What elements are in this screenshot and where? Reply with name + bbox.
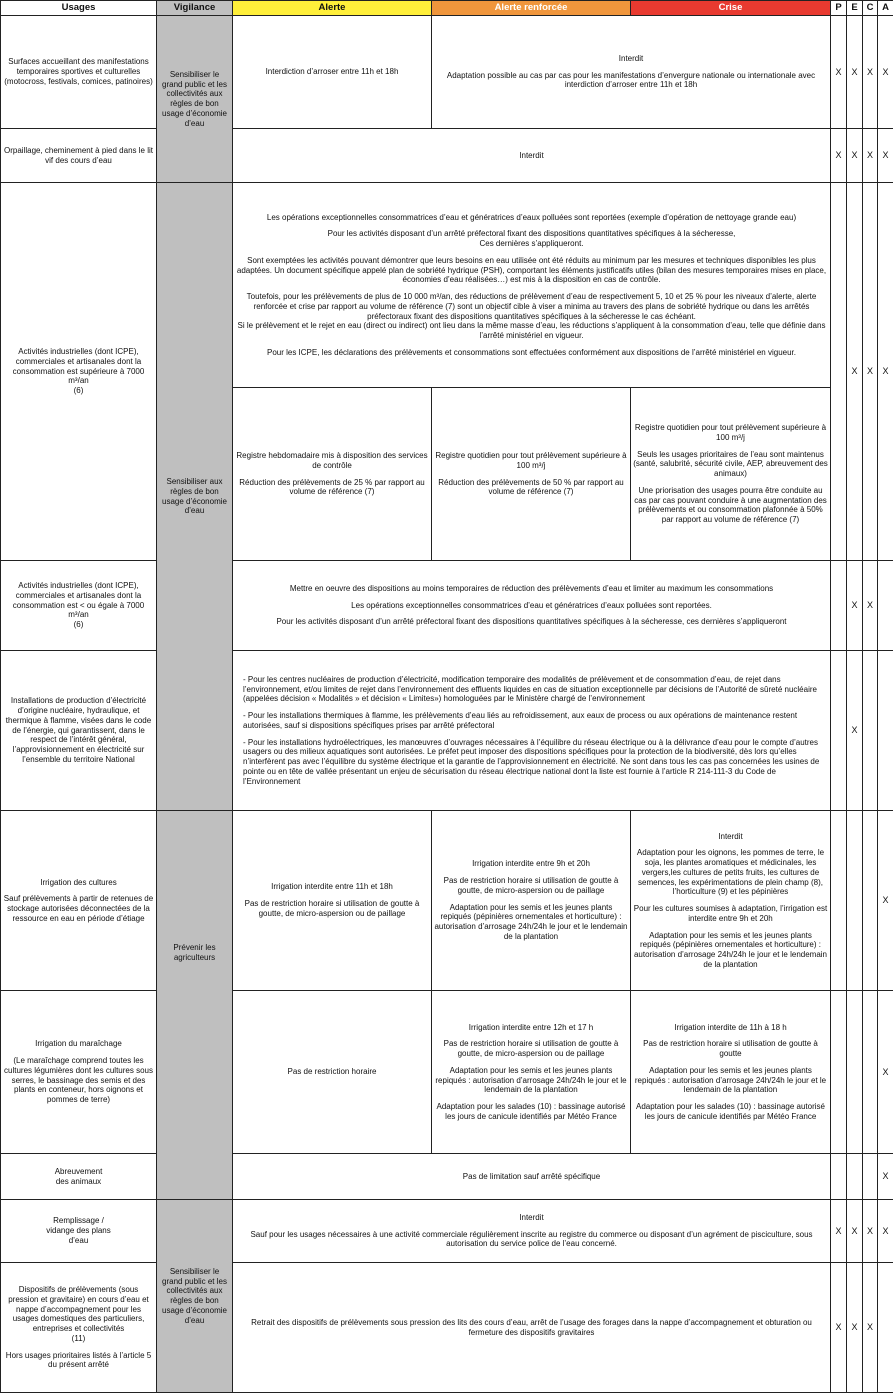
mark-c: X (863, 129, 878, 183)
cell-text: Réduction des prélèvements de 25 % par rapport au volume de référence (7) (239, 477, 425, 497)
table-row (1, 16, 893, 129)
cell-text: Pas de restriction horaire si utilisation de goutte à goutte, de micro-aspersion ou de paillage (244, 899, 420, 918)
usage-cell: Abreuvement des animaux (1, 1154, 157, 1200)
cell-text: - Pour les installations thermiques à flamme, les prélèvements d’eau liés au refroidissement, aux eaux de process ou aux opérations de maintenance restent autorisées, sauf si dispositions spécifiques prises par arrêté préfectoral (243, 711, 798, 730)
cell-text: Pour les ICPE, les déclarations des prélèvements et consommations sont effectuées conformément aux dispositions de l’arrêté ministériel en vigueur. (266, 347, 796, 357)
table-row (1, 1200, 893, 1263)
all-levels-cell: Interdit (233, 129, 831, 183)
table-row (1, 129, 893, 183)
usage-cell: Remplissage / vidange des plans d’eau (1, 1200, 157, 1263)
mark-e (847, 991, 863, 1154)
cell-text: - Pour les centres nucléaires de production d’électricité, modification temporaire des modalités de prélèvement et de consommation d’eau, de rejet dans l’environnement, et/ou limites de rejet dans l’environnement des effluents liquides en cas de situation exceptionnelle par décisions de l’Autorité de sûreté nucléaire (appelées décision « Modalités » et décision « Limites») homologuées par le Ministère chargé de l’environnement (243, 674, 817, 704)
mark-a: X (878, 1154, 893, 1200)
alerte-cell (233, 388, 432, 561)
mark-c: X (863, 1200, 878, 1263)
usage-cell (1, 1263, 157, 1393)
cell-text: Irrigation interdite entre 11h et 18h (271, 882, 393, 892)
mark-p (831, 651, 847, 811)
mark-a: X (878, 183, 893, 561)
table-row (1, 183, 893, 388)
table-row (1, 1263, 893, 1393)
mark-p (831, 991, 847, 1154)
vigilance-cell: Sensibiliser le grand public et les collectivités aux règles de bon usage d’économie d’eau (157, 1200, 233, 1393)
cell-text: Adaptation pour les oignons, les pommes de terre, le soja, les plantes aromatiques et médicinales, les vergers,les cultures de petits fruits, les cultures de semences, les expérimentations de plein champ (8), l’horticulture (9) et les pépinières (636, 848, 825, 897)
mark-p (831, 811, 847, 991)
mark-p (831, 183, 847, 561)
header-a: A (878, 1, 893, 16)
mark-a: X (878, 16, 893, 129)
cell-text: - Pour les installations hydroélectriques, les manœuvres d’ouvrages nécessaires à l’équilibre du réseau électrique ou à la délivrance d’eau pour le compte d’autres usagers ou des milieux aquatiques sont autorisées. Le préfet peut imposer des dispositions spécifiques pour la protection de la biodiversité, dès lors qu’elles n’interfèrent pas avec l’équilibre du système électrique et la garantie de l’approvisionnement en électricité. Ne sont dans tous les cas pas concernées les usines de pointe ou en tête de vallée présentant un enjeu de sécurisation du réseau électrique national dont la liste est fournie à l’article R 214-111-3 du Code de l’Environnement (243, 737, 820, 786)
cell-text: Adaptation pour les semis et les jeunes plants repiqués (pépinières ornementales et horticulture) : autorisation d’arrosage 24h/24h le jour et le lendemain de la plantation (434, 902, 628, 941)
cell-text: Les opérations exceptionnelles consommatrices d’eau et génératrices d’eaux polluées sont reportées (exemple d’opération de nettoyage grande eau) (266, 212, 797, 222)
mark-e (847, 1154, 863, 1200)
mark-e: X (847, 1200, 863, 1263)
cell-text: Une priorisation des usages pourra être conduite au cas par cas pouvant conduire à une augmentation des prélèvements et ou consommation plafonnée à 50% par rapport au volume de référence (7) (634, 485, 827, 525)
mark-p: X (831, 129, 847, 183)
usage-cell: Surfaces accueillant des manifestations temporaires sportives et culturelles (motocross, festivals, comices, patinoires) (1, 16, 157, 129)
alerte-cell (233, 811, 432, 991)
cell-text: Irrigation des cultures (40, 877, 117, 887)
mark-p: X (831, 1200, 847, 1263)
cell-text: Réduction des prélèvements de 50 % par rapport au volume de référence (7) (438, 477, 624, 497)
mark-c: X (863, 561, 878, 651)
header-alerte: Alerte (233, 1, 432, 16)
cell-text: Sauf pour les usages nécessaires à une activité commerciale régulièrement inscrite au registre du commerce ou disposant d’un agrément de pisciculture, sous autorisation du service police de l’eau concerné. (250, 1229, 813, 1249)
all-levels-cell (233, 651, 831, 811)
crise-cell (631, 991, 831, 1154)
cell-text: Adaptation possible au cas par cas pour les manifestations d’envergure nationale ou internationale avec interdiction d’arroser entre 11h et 18h (446, 70, 816, 90)
mark-a: X (878, 129, 893, 183)
cell-text: Dispositifs de prélèvements (sous pression et gravitaire) en cours d’eau et nappe d’accompagnement pour les usages domestiques des particuliers, entreprises et collectivités (11) (8, 1285, 149, 1343)
mark-e: X (847, 561, 863, 651)
mark-e: X (847, 1263, 863, 1393)
cell-text: Toutefois, pour les prélèvements de plus de 10 000 m³/an, des réductions de prélèvement d’eau de respectivement 5, 10 et 25 % pour les niveaux d’alerte, alerte renforcée et crise par rapport au volume de référence (7) sont un objectif cible à viser a minima au travers des plans de sobriété hydrique ou dans les arrêtés préfectoraux fixant des dispositions quantitatives spécifiques à la sécheresse le cas échéant. Si le prélèvement et le rejet en eau (direct ou indirect) ont lieu dans la même masse d’eau, les réductions s’appliquent à la consommation d’eau, telle que définie dans l’arrêté ministériel en vigueur. (237, 292, 826, 340)
mark-p: X (831, 16, 847, 129)
cell-text: Adaptation pour les semis et les jeunes plants repiqués : autorisation d’arrosage 24h/24h le jour et le lendemain de la plantation (435, 1065, 627, 1095)
cell-text: Sont exemptées les activités pouvant démontrer que leurs besoins en eau utilisée ont été réduits au minimum par les mesures et techniques disponibles les plus adaptées. Un document spécifique appelé plan de sobriété hydrique (PSH), comportant les éléments justificatifs utiles (bilan des mesures temporaires mises en place, économies d’eau réalisées…) est mis à la disposition en cas de contrôle. (236, 255, 827, 285)
mark-a: X (878, 811, 893, 991)
usage-cell (1, 811, 157, 991)
vigilance-cell: Sensibiliser aux règles de bon usage d’économie d’eau (157, 183, 233, 811)
cell-text: Pas de restriction horaire si utilisation de goutte à goutte, de micro-aspersion ou de paillage (443, 1039, 619, 1058)
mark-e: X (847, 16, 863, 129)
header-alerte-renforcee: Alerte renforcée (432, 1, 631, 16)
header-c: C (863, 1, 878, 16)
cell-text: Hors usages prioritaires listés à l’article 5 du présent arrêté (5, 1350, 152, 1370)
renf-cell (432, 991, 631, 1154)
common-measures-cell (233, 183, 831, 388)
mark-a (878, 1263, 893, 1393)
usage-cell (1, 991, 157, 1154)
vigilance-cell: Sensibiliser le grand public et les collectivités aux règles de bon usage d’économie d’eau (157, 16, 233, 183)
cell-text: Adaptation pour les semis et les jeunes plants repiqués : autorisation d’arrosage 24h/24h le jour et le lendemain de la plantation (634, 1065, 827, 1095)
mark-c (863, 991, 878, 1154)
mark-e: X (847, 651, 863, 811)
mark-a (878, 651, 893, 811)
header-vigilance: Vigilance (157, 1, 233, 16)
all-levels-cell (233, 561, 831, 651)
alerte-cell: Pas de restriction horaire (233, 991, 432, 1154)
cell-text: Irrigation interdite entre 12h et 17 h (468, 1022, 594, 1032)
mark-a: X (878, 1200, 893, 1263)
all-levels-cell: Retrait des dispositifs de prélèvements sous pression des lits des cours d’eau, arrêt de l’usage des forages dans la nappe d’accompagnement et obturation ou fermeture des dispositifs gravitaires (233, 1263, 831, 1393)
cell-text: Interdit (618, 53, 644, 63)
crise-cell (631, 811, 831, 991)
alerte-cell: Interdiction d’arroser entre 11h et 18h (233, 16, 432, 129)
all-levels-cell (233, 1200, 831, 1263)
header-p: P (831, 1, 847, 16)
renf-crise-cell (432, 16, 831, 129)
cell-text: Interdit (718, 831, 743, 841)
cell-text: Pas de restriction horaire si utilisation de goutte à goutte (643, 1039, 818, 1058)
mark-e: X (847, 129, 863, 183)
table-row (1, 561, 893, 651)
table-row (1, 991, 893, 1154)
cell-text: Registre hebdomadaire mis à disposition des services de contrôle (236, 451, 428, 470)
cell-text: Mettre en oeuvre des dispositions au moins temporaires de réduction des prélèvements d’eau et limiter au maximum les consommations (289, 583, 774, 593)
usage-cell: Activités industrielles (dont ICPE), commerciales et artisanales dont la consommation est < ou égale à 7000 m³/an (6) (1, 561, 157, 651)
mark-c: X (863, 183, 878, 561)
cell-text: Interdit (519, 1212, 544, 1222)
mark-p: X (831, 1263, 847, 1393)
cell-text: Pas de restriction horaire si utilisation de goutte à goutte, de micro-aspersion ou de paillage (443, 876, 619, 895)
mark-e: X (847, 183, 863, 561)
table-row (1, 1154, 893, 1200)
header-crise: Crise (631, 1, 831, 16)
mark-c (863, 811, 878, 991)
cell-text: Sauf prélèvements à partir de retenues de stockage autorisées déconnectées de la ressource en eau en période d’étiage (3, 894, 154, 923)
cell-text: Pour les cultures soumises à adaptation, l’irrigation est interdite entre 9h et 20h (633, 904, 828, 923)
cell-text: Pour les activités disposant d’un arrêté préfectoral fixant des dispositions quantitatives spécifiques à la sécheresse, ces dernières s’appliqueront (276, 617, 787, 627)
cell-text: Adaptation pour les salades (10) : bassinage autorisé les jours de canicule identifiés par Météo France (436, 1102, 626, 1121)
table-row (1, 811, 893, 991)
renf-cell (432, 811, 631, 991)
mark-c: X (863, 16, 878, 129)
cell-text: Pour les activités disposant d’un arrêté préfectoral fixant des dispositions quantitatives spécifiques à la sécheresse, Ces dernières s’appliqueront. (327, 229, 736, 248)
usage-cell: Installations de production d’électricité d’origine nucléaire, hydraulique, et thermique à flamme, visées dans le code de l’énergie, qui garantissent, dans le respect de l’intérêt général, l’approvisionnement en électricité sur l’ensemble du territoire National (1, 651, 157, 811)
header-usages: Usages (1, 1, 157, 16)
usage-cell: Orpaillage, cheminement à pied dans le lit vif des cours d’eau (1, 129, 157, 183)
cell-text: Les opérations exceptionnelles consommatrices d’eau et génératrices d’eaux polluées sont reportées. (351, 600, 712, 610)
mark-a (878, 561, 893, 651)
cell-text: Irrigation du maraîchage (35, 1039, 122, 1049)
usage-cell: Activités industrielles (dont ICPE), commerciales et artisanales dont la consommation est supérieure à 7000 m³/an (6) (1, 183, 157, 561)
vigilance-cell: Prévenir les agriculteurs (157, 811, 233, 1200)
mark-p (831, 1154, 847, 1200)
crise-cell (631, 388, 831, 561)
cell-text: Adaptation pour les semis et les jeunes plants repiqués (pépinières ornementales et horticulture) : autorisation d’arrosage 24h/24h le jour et le lendemain de la plantation (633, 930, 827, 969)
all-levels-cell: Pas de limitation sauf arrêté spécifique (233, 1154, 831, 1200)
mark-p (831, 561, 847, 651)
cell-text: Irrigation interdite de 11h à 18 h (674, 1022, 787, 1032)
mark-c: X (863, 1263, 878, 1393)
header-row (1, 1, 893, 16)
header-e: E (847, 1, 863, 16)
renf-cell (432, 388, 631, 561)
cell-text: Seuls les usages prioritaires de l’eau sont maintenus (santé, salubrité, sécurité civile, AEP, abreuvement des animaux) (633, 449, 828, 479)
mark-c (863, 1154, 878, 1200)
cell-text: Adaptation pour les salades (10) : bassinage autorisé les jours de canicule identifiés par Météo France (635, 1102, 825, 1121)
mark-c (863, 651, 878, 811)
cell-text: (Le maraîchage comprend toutes les cultures légumières dont les cultures sous serres, le bassinage des semis et des plants en conteneur, hors oignons et pommes de terre) (4, 1056, 153, 1104)
cell-text: Registre quotidien pour tout prélèvement supérieure à 100 m³/j (435, 451, 627, 470)
mark-e (847, 811, 863, 991)
cell-text: Registre quotidien pour tout prélèvement supérieure à 100 m³/j (634, 423, 827, 442)
cell-text: Irrigation interdite entre 9h et 20h (472, 859, 590, 869)
table-row (1, 651, 893, 811)
mark-a: X (878, 991, 893, 1154)
